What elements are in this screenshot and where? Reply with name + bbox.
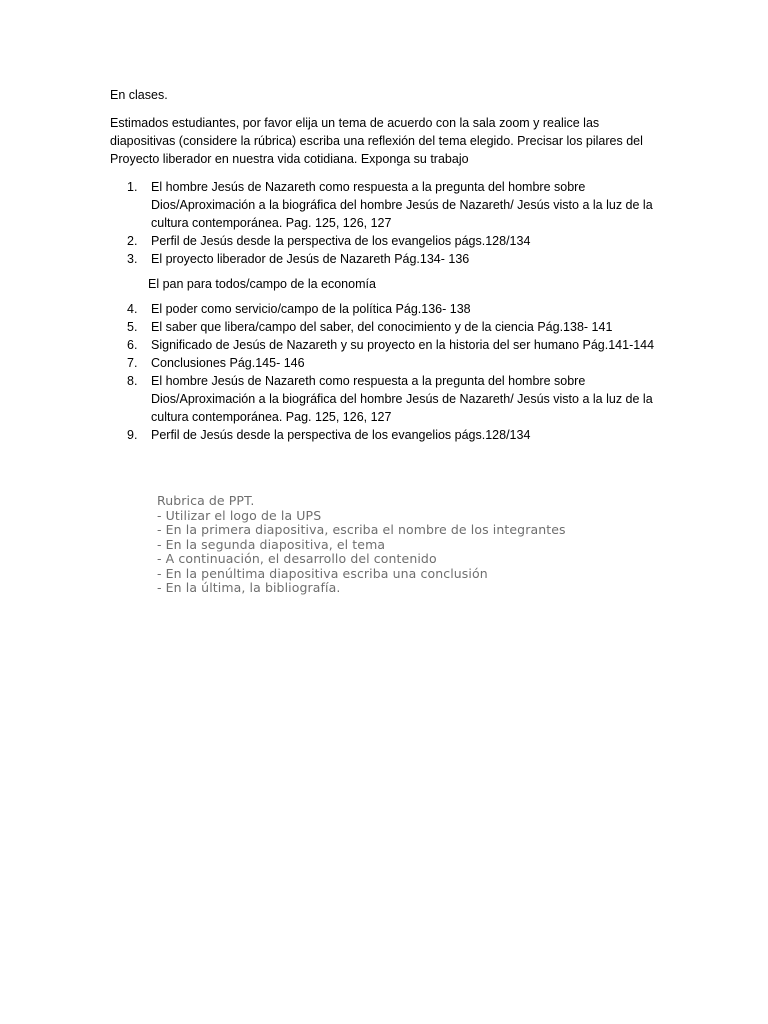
instructions-paragraph: Estimados estudiantes, por favor elija un tema de acuerdo con la sala zoom y realice las diapositivas (considere la rúbrica) escriba una reflexión del tema elegido. Precisar los pilares del Proyecto liberador en nuestra vida cotidiana. Exponga su trabajo <box>110 116 643 166</box>
list-item <box>110 318 655 336</box>
list-item <box>110 178 655 232</box>
list-item <box>110 336 655 354</box>
list-item-number: 2. <box>127 234 138 248</box>
list-item-text: El hombre Jesús de Nazareth como respuesta a la pregunta del hombre sobre Dios/Aproximación a la biográfica del hombre Jesús de Nazareth/ Jesús visto a la luz de la cultura contemporánea. Pag. 125, 126, 127 <box>151 374 653 424</box>
list-item <box>110 300 655 318</box>
list-item-number: 1. <box>127 180 138 194</box>
list-item <box>110 426 655 444</box>
rubric-item: - En la segunda diapositiva, el tema <box>157 536 386 552</box>
rubric-item: - En la última, la bibliografía. <box>157 580 341 595</box>
list-item-number: 9. <box>127 428 138 442</box>
list-item <box>110 232 655 250</box>
topic-list-b <box>110 300 655 444</box>
list-item-text: El proyecto liberador de Jesús de Nazareth Pág.134- 136 <box>151 252 470 266</box>
list-item-text: El poder como servicio/campo de la política Pág.136- 138 <box>151 302 471 316</box>
sub-heading: El pan para todos/campo de la economía <box>148 277 376 291</box>
list-item-text: Significado de Jesús de Nazareth y su proyecto en la historia del ser humano Pág.141-144 <box>151 338 655 352</box>
list-item-text: Perfil de Jesús desde la perspectiva de los evangelios págs.128/134 <box>151 234 531 248</box>
list-item-number: 3. <box>127 252 138 266</box>
list-item <box>110 354 655 372</box>
list-item-number: 6. <box>127 338 138 352</box>
list-item-number: 4. <box>127 302 138 316</box>
list-item-number: 8. <box>127 374 138 388</box>
list-item-text: El hombre Jesús de Nazareth como respuesta a la pregunta del hombre sobre Dios/Aproximación a la biográfica del hombre Jesús de Nazareth/ Jesús visto a la luz de la cultura contemporánea. Pag. 125, 126, 127 <box>151 180 653 230</box>
list-item <box>110 250 655 268</box>
list-item-number: 5. <box>127 320 138 334</box>
rubric-item: - En la primera diapositiva, escriba el nombre de los integrantes <box>157 522 566 537</box>
list-item-number: 7. <box>127 356 138 370</box>
list-item-text: Perfil de Jesús desde la perspectiva de los evangelios págs.128/134 <box>151 428 531 442</box>
rubric-title: Rubrica de PPT. <box>157 493 255 508</box>
rubric-item: - A continuación, el desarrollo del contenido <box>157 551 437 566</box>
rubric-item: - En la penúltima diapositiva escriba una conclusión <box>157 565 488 581</box>
rubric-item: - Utilizar el logo de la UPS <box>157 507 322 523</box>
list-item-text: El saber que libera/campo del saber, del conocimiento y de la ciencia Pág.138- 141 <box>151 320 613 334</box>
list-item <box>110 372 655 426</box>
topic-list-a <box>110 178 655 268</box>
document-body <box>110 86 655 444</box>
document-heading: En clases. <box>110 88 168 102</box>
rubric-block <box>157 494 577 596</box>
list-item-text: Conclusiones Pág.145- 146 <box>151 356 305 370</box>
